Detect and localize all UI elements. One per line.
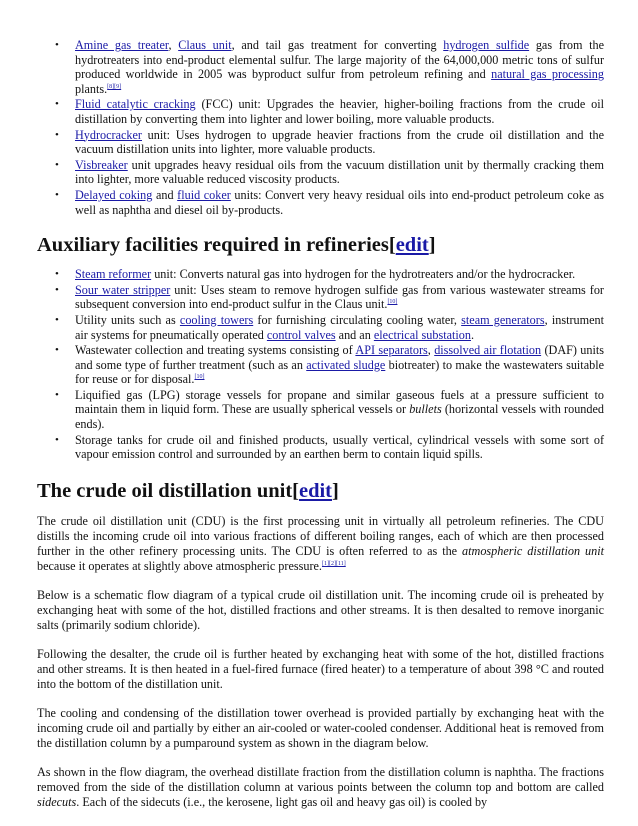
text-run: Storage tanks for crude oil and finished products, usually vertical, cylindrical vessels with some sort of vapour emission control and surrounded by an earthen berm to contain liquid spills.	[75, 432, 604, 462]
text-run: The crude oil distillation unit (CDU) is the first processing unit in virtually all petroleum refineries. The CDU distills the incoming crude oil into various fractions of different boiling ranges, each of which are then processed further in the other refinery processing units. The CDU is often referred to as the	[37, 513, 604, 558]
section-heading-auxiliary: Auxiliary facilities required in refineries[edit]	[37, 234, 436, 257]
heading-text: The crude oil distillation unit	[37, 479, 293, 502]
text-run: because it operates at slightly above atmospheric pressure.	[37, 558, 322, 573]
citation-link[interactable]: [8][9]	[107, 83, 122, 90]
text-run: (FCC) unit: Upgrades the heavier, higher-boiling fractions from the crude oil distillation by converting them into lighter and lower boiling, more valuable products.	[75, 97, 604, 126]
list-item	[75, 128, 604, 157]
wiki-link[interactable]: fluid coker	[177, 187, 231, 202]
body-paragraph	[37, 706, 604, 751]
wiki-link[interactable]: Visbreaker	[75, 157, 128, 172]
list-item	[75, 97, 604, 126]
body-paragraph	[37, 588, 604, 633]
wiki-link[interactable]: natural gas processing	[491, 67, 604, 82]
text-run: plants.	[75, 81, 108, 96]
text-run: and an	[335, 327, 374, 342]
text-run: ,	[168, 38, 179, 52]
text-run: and	[152, 187, 178, 202]
list-item	[75, 267, 604, 282]
text-run: unit upgrades heavy residual oils from the vacuum distillation unit by thermally cracking them into lighter, more valuable reduced viscosity products.	[75, 157, 604, 187]
list-item	[75, 283, 604, 312]
wiki-link[interactable]: Hydrocracker	[75, 127, 142, 142]
text-run: (DAF) units and some type of further treatment (such as an	[75, 343, 605, 372]
text-run: gas from the hydrotreaters into end-product elemental sulfur. The large majority of the 64,000,000 metric tons of sulfur produced worldwide in 2005 was byproduct sulfur from petroleum refining and	[75, 38, 605, 82]
citation-link[interactable]: [10]	[194, 374, 205, 381]
text-run: , and tail gas treatment for converting	[231, 38, 444, 52]
text-run: As shown in the flow diagram, the overhead distillate fraction from the distillation column is naphtha. The fractions removed from the side of the distillation column at various points between the column top and bottom are called	[37, 764, 604, 794]
text-run: biotreater) to make the wastewaters suitable for reuse or for disposal.	[75, 357, 604, 387]
body-paragraph	[37, 765, 604, 810]
text-run: . Each of the sidecuts (i.e., the kerosene, light gas oil and heavy gas oil) is cooled by	[76, 794, 488, 809]
wiki-link[interactable]: hydrogen sulfide	[443, 38, 530, 52]
text-run: unit: Uses hydrogen to upgrade heavier fractions from the crude oil distillation and the vacuum distillation units into lighter, more valuable products.	[75, 127, 604, 157]
edit-link[interactable]: edit	[298, 479, 333, 502]
list-item	[75, 433, 604, 462]
wiki-link[interactable]: API separators	[355, 343, 428, 358]
text-run: units: Convert very heavy residual oils into end-product petroleum coke as well as naphtha and diesel oil by-products.	[75, 187, 604, 217]
list-item	[75, 313, 604, 342]
auxiliary-facilities-list	[37, 267, 604, 462]
list-item	[75, 158, 604, 187]
wiki-link[interactable]: Sour water stripper	[75, 282, 171, 297]
wiki-link[interactable]: electrical substation	[373, 327, 471, 342]
text-run: unit: Uses steam to remove hydrogen sulfide gas from various wastewater streams for subsequent conversion into end-product sulfur in the Claus unit.	[75, 282, 604, 312]
wiki-link[interactable]: Claus unit	[178, 38, 232, 52]
edit-link[interactable]: edit	[395, 234, 429, 257]
text-run: The cooling and condensing of the distillation tower overhead is provided partially by exchanging heat with the incoming crude oil and partially by either an air-cooled or water-cooled condenser. Additional heat is removed from the distillation column by a pumparound system as shown in the diagram below.	[37, 705, 604, 750]
text-run: Wastewater collection and treating systems consisting of	[75, 343, 356, 358]
wiki-link[interactable]: activated sludge	[306, 357, 386, 372]
citation-link[interactable]: [1][2][11]	[321, 560, 346, 567]
body-paragraph	[37, 514, 604, 574]
citation	[322, 561, 346, 567]
text-run: .	[471, 327, 475, 342]
section-heading-cdu: The crude oil distillation unit[edit]	[37, 479, 339, 502]
heading-text: Auxiliary facilities required in refineries	[37, 234, 389, 257]
wiki-link[interactable]: steam generators	[461, 312, 545, 327]
list-item	[75, 38, 604, 96]
text-run: ,	[427, 343, 435, 358]
text-run: (horizontal vessels with rounded ends).	[75, 402, 604, 432]
wiki-link[interactable]: cooling towers	[179, 312, 254, 327]
text-run: , instrument air systems for pneumatically operated	[75, 312, 604, 342]
text-run: Below is a schematic flow diagram of a typical crude oil distillation unit. The incoming crude oil is preheated by exchanging heat with some of the hot, distilled fractions and other streams. It is then desalted to remove inorganic salts (primarily sodium chloride).	[37, 587, 604, 632]
body-paragraph	[37, 647, 604, 692]
list-item	[75, 343, 604, 387]
cdu-body	[37, 514, 604, 810]
wiki-link[interactable]: Fluid catalytic cracking	[75, 97, 196, 112]
wiki-link[interactable]: dissolved air flotation	[434, 343, 542, 358]
list-item	[75, 188, 604, 217]
wiki-link[interactable]: Steam reformer	[75, 267, 152, 282]
wiki-link[interactable]: Delayed coking	[75, 187, 153, 202]
emphasis-text: sidecuts	[37, 794, 77, 809]
citation-link[interactable]: [10]	[387, 299, 398, 306]
process-units-list	[37, 38, 604, 217]
emphasis-text: atmospheric distillation unit	[462, 543, 604, 558]
wiki-link[interactable]: Amine gas treater	[75, 38, 169, 52]
citation	[107, 84, 121, 90]
text-run: Following the desalter, the crude oil is further heated by exchanging heat with some of the hot, distilled fractions and other streams. It is then heated in a fuel-fired furnace (fired heater) to a temperature of about 398 °C and routed into the bottom of the distillation unit.	[37, 646, 604, 691]
list-item	[75, 388, 604, 432]
emphasis-text: bullets	[409, 402, 442, 417]
text-run: for furnishing circulating cooling water,	[253, 312, 462, 327]
citation	[194, 374, 204, 380]
citation	[387, 299, 397, 305]
wiki-link[interactable]: control valves	[266, 327, 336, 342]
text-run: Utility units such as	[75, 312, 180, 327]
text-run: Liquified gas (LPG) storage vessels for propane and similar gaseous fuels at a pressure sufficient to maintain them in liquid form. These are usually spherical vessels or	[75, 387, 604, 417]
text-run: unit: Converts natural gas into hydrogen for the hydrotreaters and/or the hydrocracker.	[151, 267, 576, 282]
